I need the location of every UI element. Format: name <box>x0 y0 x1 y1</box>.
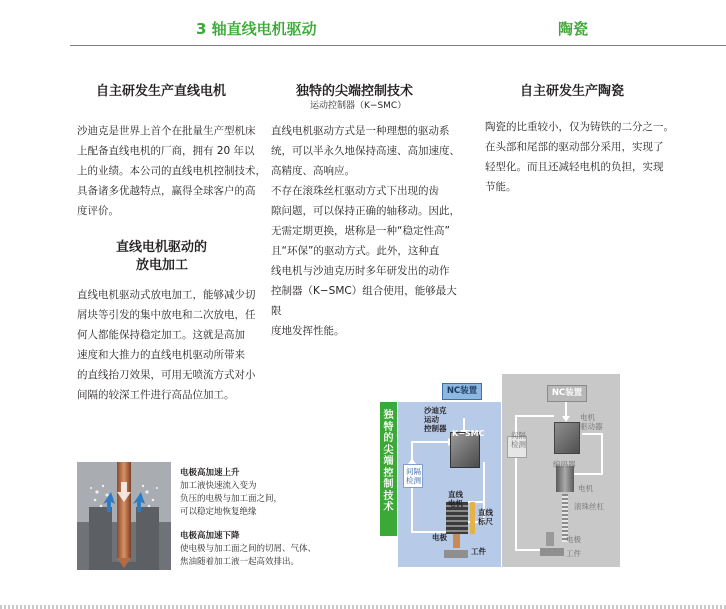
encoder-label: 编码器 <box>553 460 576 469</box>
col1-line: 的直线抬刀效果，可用无喷流方式对小 <box>77 369 256 381</box>
electrode-up-line: 可以稳定地恢复绝缘 <box>180 507 257 517</box>
col1-line: 何人都能保持稳定加工。这就是高加 <box>77 329 245 341</box>
col3-heading: 自主研发生产陶瓷 <box>520 84 625 99</box>
col2-line: 高精度、高响应。 <box>271 165 355 177</box>
col1-line: 间隔的较深工件进行高品位加工。 <box>77 389 235 401</box>
workpiece-label-right: 工件 <box>566 549 581 558</box>
ballscrew-label: 滚珠丝杠 <box>574 502 604 511</box>
gap-detection-label: 间隔 <box>406 467 421 476</box>
col1-line: 度评价。 <box>77 205 119 217</box>
gap-detection-label: 检测 <box>406 476 421 485</box>
motor-driver-box <box>554 422 580 454</box>
electrode-up-line: 负压的电极与加工面之间， <box>180 494 283 504</box>
linear-motor-label: 电机 <box>448 499 463 508</box>
header-divider <box>70 45 726 46</box>
controller-label: 运动 <box>424 415 439 424</box>
nc-device-right: NC装置 <box>547 385 587 402</box>
col1-line: 屑块等引发的集中放电和二次放电，任 <box>77 309 256 321</box>
controller-label: 沙迪克 <box>424 406 447 415</box>
section-title-ceramics: 陶瓷 <box>558 20 589 38</box>
gap-detection-label-right: 间隔 <box>511 431 526 440</box>
motor-label: 电机 <box>578 484 593 493</box>
linear-scale-label: 标尺 <box>478 517 493 526</box>
col2-line: 线电机与沙迪克历时多年研发出的动作 <box>271 265 450 277</box>
col2-line: 隙问题，可以保持正确的轴移动。因此， <box>271 205 460 217</box>
col1-body <box>77 121 277 221</box>
footer-dotted-border <box>0 605 726 609</box>
col1-line: 沙迪克是世界上首个在批量生产型机床 <box>77 125 256 137</box>
control-tech-side-label: 独特的尖端控制技术 <box>383 410 394 513</box>
electrode-flushing-image <box>77 462 171 570</box>
electrode-label-left: 电极 <box>432 533 447 542</box>
col2-line: 直线电机驱动方式是一种理想的驱动系 <box>271 125 450 137</box>
col1-line: 上的业绩。本公司的直线电机控制技术， <box>77 165 266 177</box>
workpiece-shape <box>444 550 468 558</box>
col1-body2 <box>77 285 277 405</box>
col1-line: 上配备直线电机的厂商，拥有 20 年以 <box>77 145 255 157</box>
electrode-down-line: 使电极与加工面之间的切屑、气体、 <box>180 544 317 554</box>
col1-line: 直线电机驱动式放电加工，能够减少切 <box>77 289 256 301</box>
col3-line: 轻型化。而且还减轻电机的负担，实现 <box>485 161 664 173</box>
ksmc-label: K−SMC <box>452 429 485 438</box>
controller-label: 控制器 <box>424 424 447 433</box>
gap-detection-label-right: 检测 <box>511 440 526 449</box>
col1-heading2-line2: 放电加工 <box>136 258 189 273</box>
col3-line: 在头部和尾部的驱动部分采用，实现了 <box>485 141 664 153</box>
workpiece-shape-right <box>540 548 564 556</box>
electrode-up-title: 电极高加速上升 <box>180 468 240 478</box>
col2-line: 不存在滚珠丝杠驱动方式下出现的齿 <box>271 185 439 197</box>
col2-line: 无需定期更换，堪称是一种“稳定性高” <box>271 225 450 237</box>
motor-shape <box>556 466 574 492</box>
col2-subheading: 运动控制器（K−SMC） <box>310 101 407 111</box>
col1-heading2-line1: 直线电机驱动的 <box>116 240 208 255</box>
col1-heading: 自主研发生产直线电机 <box>96 84 227 99</box>
col1-line: 速度和大推力的直线电机驱动所带来 <box>77 349 245 361</box>
col2-line: 且“环保”的驱动方式。此外，这种直 <box>271 245 440 257</box>
linear-scale-shape <box>470 502 475 534</box>
ballscrew-diagram <box>502 374 620 567</box>
linear-motor-label: 直线 <box>448 490 463 499</box>
electrode-illustration <box>77 462 171 570</box>
col2-line: 统，可以半永久地保持高速、高加速度、 <box>271 145 460 157</box>
nc-device-left: NC装置 <box>442 383 482 400</box>
col2-body <box>271 121 467 341</box>
electrode-down-line: 焦油随着加工液一起高效排出。 <box>180 557 300 567</box>
col1-line: 具备诸多优越特点，赢得全球客户的高 <box>77 185 256 197</box>
linear-scale-label: 直线 <box>478 508 493 517</box>
section-title-linear-motor: 3 轴直线电机驱动 <box>196 20 317 38</box>
motor-driver-label: 电机 <box>580 413 595 422</box>
electrode-shape <box>453 534 460 548</box>
electrode-label-right: 电极 <box>566 535 581 544</box>
col2-line: 控制器（K−SMC）组合使用，能够最大限 <box>271 285 457 317</box>
col3-body <box>485 117 685 197</box>
col2-heading: 独特的尖端控制技术 <box>296 84 414 99</box>
electrode-up-line: 加工液快速流入变为 <box>180 481 257 491</box>
electrode-shape-right <box>546 532 554 546</box>
workpiece-label-left: 工件 <box>471 547 486 556</box>
electrode-down-title: 电极高加速下降 <box>180 531 240 541</box>
col2-line: 度地发挥性能。 <box>271 325 345 337</box>
motor-driver-label: 驱动器 <box>580 422 603 431</box>
col3-line: 节能。 <box>485 181 517 193</box>
col3-line: 陶瓷的比重较小，仅为铸铁的二分之一。 <box>485 121 674 133</box>
